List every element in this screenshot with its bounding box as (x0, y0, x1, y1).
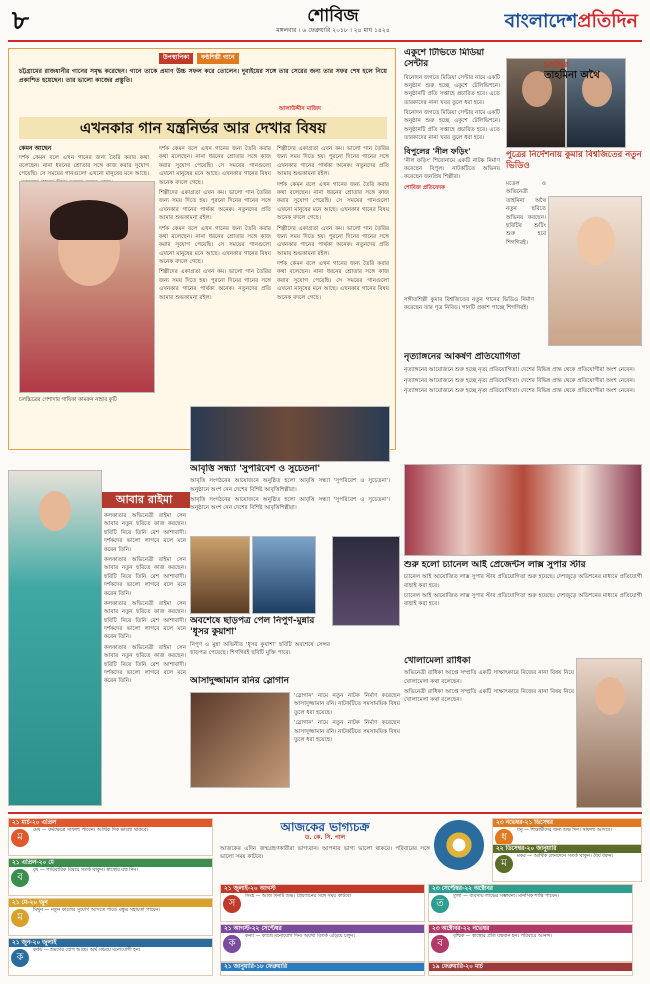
tahmina-headline: তাহমিনা অথৈ (544, 70, 600, 81)
nipun-headline: অবশেষে ছাড়পত্র পেল নিপুণ-মুন্নার 'ধূসর কুয়াশা' (190, 616, 315, 638)
interview-tag-2: কণ্ঠশিল্পী গানে (197, 53, 238, 64)
interview-col3-text-b: দর্শক কেমন বলে এখন গানের জন্য তৈরি করার কথা বলেছেন। নানা ধরনের শ্রোতার সঙ্গে কাজ করার সুযোগ পেয়েছি। সে সময়ের গানগুলো এখনো মানুষের মনে আছে। এখনকার গানের বিষয় অনেক বদলে গেছে। (277, 181, 389, 222)
horoscope-text: বৃশ্চিক — স্বাস্থ্যের প্রতি যত্নবান হন। পরিবারে আনন্দ। (453, 934, 552, 939)
ekushe-text: বিনোদন জগতে মিডিয়া সেন্টার নামে একটি অনুষ্ঠান শুরু হচ্ছে একুশে টেলিভিশনে। অনুষ্ঠানটি প্রতি সপ্তাহে প্রচারিত হবে। এতে তারকাদের নানা খবর তুলে ধরা হবে। (404, 74, 500, 106)
dance-text-c: নৃত্যাঙ্গনের আয়োজনে শুরু হচ্ছে নৃত্য প্রতিযোগিতা। দেশের বিভিন্ন প্রান্ত থেকে প্রতিযোগীরা অংশ নেবেন। (404, 388, 635, 395)
interview-col3-text-c: শিল্পীদের একাগ্রতা এখন কম। ভালো গান তৈরির জন্য সময় দিতে হয়। পুরনো দিনের গানের সঙ্গে এখনকার গানের পার্থক্য অনেক। নতুনদের প্রতি আমার শুভকামনা রইল। (277, 225, 389, 257)
horoscope-cell (8, 858, 213, 896)
raima-photo (8, 470, 102, 806)
abritti-headline: আবৃত্তি সন্ধ্যা 'সুপরিবেশ ও সুচেতনা' (190, 464, 321, 474)
interview-article (8, 48, 396, 450)
nipun-article (190, 616, 330, 674)
horoscope-cell (220, 962, 425, 976)
ekushe-text-b: বিনোদন জগতে মিডিয়া সেন্টার নামে একটি অনুষ্ঠান শুরু হচ্ছে একুশে টেলিভিশনে। অনুষ্ঠানটি প্রতি সপ্তাহে প্রচারিত হবে। এতে তারকাদের নানা খবর তুলে ধরা হবে। (404, 110, 500, 142)
munna-photo (252, 536, 316, 614)
interview-col2 (159, 145, 271, 304)
channel-text: চ্যানেল আই আয়োজিত লাক্স সুপার স্টার প্রতিযোগিতা শুরু হয়েছে। দেশজুড়ে অডিশনের মাধ্যমে প্রতিযোগী বাছাই করা হবে। (404, 574, 642, 589)
radhika-photo (576, 658, 642, 808)
interview-col2-text-c: দর্শক কেমন বলে এখন গানের জন্য তৈরি করার কথা বলেছেন। নানা ধরনের শ্রোতার সঙ্গে কাজ করার সুযোগ পেয়েছি। সে সময়ের গানগুলো এখনো মানুষের মনে আছে। এখনকার গানের বিষয় অনেক বদলে গেছে। (159, 225, 271, 266)
horoscope-cell (220, 884, 425, 922)
lux-photo (404, 464, 642, 556)
asad-head (190, 676, 400, 692)
horoscope-title-block (220, 820, 430, 864)
radhika-article (404, 656, 574, 806)
ekushe-headline: একুশে টিভিতে মিডিয়া সেন্টার (404, 48, 485, 70)
zodiac-wheel-icon (434, 820, 484, 870)
issue-date: মঙ্গলবার । ৬ ফেব্রুয়ারি ২০১৮ । ২৪ মাঘ ১৪২৪ (276, 27, 390, 34)
horoscope-text: সিংহ — আজ দিনটি শুভ। প্রিয়জনের সঙ্গে সময় কাটবে। (245, 894, 352, 899)
asad-scene-photo (190, 692, 290, 788)
masthead (8, 6, 642, 42)
interview-col2-text-d: শিল্পীদের একাগ্রতা এখন কম। ভালো গান তৈরির জন্য সময় দিতে হয়। পুরনো দিনের গানের সঙ্গে এখনকার গানের পার্থক্য অনেক। নতুনদের প্রতি আমার শুভকামনা রইল। (159, 269, 271, 301)
horoscope-author: ড. কে. সি. পাল (304, 834, 346, 842)
interview-headline: এখনকার গান যন্ত্রনির্ভর আর দেখার বিষয় (19, 117, 387, 139)
interview-col3-text: শিল্পীদের একাগ্রতা এখন কম। ভালো গান তৈরির জন্য সময় দিতে হয়। পুরনো দিনের গানের সঙ্গে এখনকার গানের পার্থক্য অনেক। নতুনদের প্রতি আমার শুভকামনা রইল। (277, 146, 389, 178)
asad-article (294, 692, 400, 808)
raima-text-b: কলকাতার অভিনেত্রী রাইমা সেন আবার নতুন ছবিতে কাজ করছেন। ছবিটি নিয়ে তিনি বেশ আশাবাদী। দর্শকদের ভালো লাগবে বলে মনে করেন তিনি। (104, 556, 186, 597)
raima-text: কলকাতার অভিনেত্রী রাইমা সেন আবার নতুন ছবিতে কাজ করছেন। ছবিটি নিয়ে তিনি বেশ আশাবাদী। দর্শকদের ভালো লাগবে বলে মনে করেন তিনি। (104, 513, 186, 553)
horoscope-cell (8, 818, 213, 856)
zodiac-sign-icon: ম (11, 909, 29, 927)
nipun-photo (190, 536, 250, 614)
horoscope-text: তুলা — ব্যবসায় লাভের সম্ভাবনা। মানসিক শান্তি পাবেন। (453, 894, 559, 899)
interview-col2-text-b: শিল্পীদের একাগ্রতা এখন কম। ভালো গান তৈরির জন্য সময় দিতে হয়। পুরনো দিনের গানের সঙ্গে এখনকার গানের পার্থক্য অনেক। নতুনদের প্রতি আমার শুভকামনা রইল। (159, 189, 271, 222)
interview-intro: চট্টগ্রামের রাজধানীর গানের সমৃদ্ধ করেছেন। গানে তাকে প্রমাণ উচ্চ সফল করে তোলেন। দুবাইয়ের সঙ্গে তার সেরের জন্য তার সফর শেষ হলে নিয়ে প্রকাশিত হয়েছেন। তার ভালো কাজের প্রস্তুতি। (19, 68, 387, 85)
abritti-text-b: আবৃত্তি সংগঠনের আয়োজনে অনুষ্ঠিত হলো আবৃত্তি সন্ধ্যা 'সুপরিবেশ ও সুচেতনা'। অনুষ্ঠানে অংশ নেন দেশের বিশিষ্ট আবৃত্তিশিল্পীরা। (190, 497, 390, 512)
interview-col2-text: দর্শক কেমন বলে এখন গানের জন্য তৈরি করার কথা বলেছেন। নানা ধরনের শ্রোতার সঙ্গে কাজ করার সুযোগ পেয়েছি। সে সময়ের গানগুলো এখনো মানুষের মনে আছে। এখনকার গানের বিষয় অনেক বদলে গেছে। (159, 146, 271, 186)
horoscope-intro: আজকের এদিন জন্মগ্রহণকারীরা ভাগ্যবান। আপনার ভাগ্য ভালো থাকবে। পরিবারের সঙ্গে ভালো সময় কাটবে। (220, 846, 430, 861)
zodiac-sign-icon: ব (11, 869, 29, 887)
tahmina-text-col (506, 180, 546, 340)
ekushe-subhead: বিপুলের 'নীল ফড়িং' (404, 146, 471, 156)
horoscope-section (8, 812, 642, 978)
horoscope-range: ২১ জুন-২০ জুলাই (9, 939, 212, 947)
horoscope-cell (428, 884, 633, 922)
dance-text-b: নৃত্যাঙ্গনের আয়োজনে শুরু হচ্ছে নৃত্য প্রতিযোগিতা। দেশের বিভিন্ন প্রান্ত থেকে প্রতিযোগীরা অংশ নেবেন। (404, 377, 635, 384)
horoscope-cell (220, 924, 425, 962)
asad-headline: আসাদুজ্জামান রনির স্লোগান (190, 676, 290, 686)
horoscope-range: ১৯ ফেব্রুয়ারি-২০ মার্চ (429, 963, 632, 971)
asad-text: 'স্লোগান' নামে নতুন নাটক নির্মাণ করেছেন আসাদুজ্জামান রনি। নাটকটিতে সমসাময়িক বিষয় তুলে ধরা হয়েছে। (294, 693, 400, 716)
ekushe-sub-text: 'নীল ফড়িং' শিরোনামে একটি নাটক নির্মাণ করেছেন বিপুল। নাটকটিতে অভিনয় করেছেন জনপ্রিয় শিল্পীরা। (404, 157, 500, 181)
horoscope-cell (8, 938, 213, 976)
horoscope-range: ২২ ডিসেম্বর-২০ জানুয়ারি (493, 845, 641, 853)
zodiac-sign-icon: ম (495, 855, 513, 873)
dance-headline: নৃত্যাঙ্গনের আকর্ষণ প্রতিযোগিতা (404, 352, 521, 362)
interview-tag-1: উপস্থাপিকা (159, 53, 193, 64)
horoscope-cell (428, 924, 633, 962)
radhika-text: অভিনেত্রী রাধিকা আপ্তে সম্প্রতি একটি সাক্ষাৎকারে নিজের নানা বিষয় নিয়ে খোলামেলা কথা বলেছেন। (404, 670, 574, 685)
radhika-text-b: অভিনেত্রী রাধিকা আপ্তে সম্প্রতি একটি সাক্ষাৎকারে নিজের নানা বিষয় নিয়ে খোলামেলা কথা বলেছেন। (404, 689, 574, 704)
kumar-text: সঙ্গীতশিল্পী কুমার বিশ্বজিতের নতুন গানের ভিডিও নির্মাণ করেছেন তার পুত্র নিবিড়। গানটি প্রকাশ পাচ্ছে শিগগিরই। (404, 297, 534, 312)
zodiac-sign-icon: ধ (495, 829, 513, 847)
horoscope-text: বৃষ — পারিবারিক বিষয়ে সতর্ক থাকুন। স্বাস্থ্যের যত্ন নিন। (33, 868, 138, 873)
brand-part1: বাংলাদেশ (504, 10, 578, 32)
kumar-headline: পুত্রের নির্দেশনায় কুমার বিশ্বজিতের নতুন ভিডিও (506, 150, 642, 171)
interview-col1-text: দর্শক কেমন বলে এখন গানের জন্য তৈরি করার কথা বলেছেন। নানা ধরনের শ্রোতার সঙ্গে কাজ করার সুযোগ পেয়েছি। সে সময়ের গানগুলো এখনো মানুষের মনে আছে। (19, 154, 149, 178)
photo-caption: চলচ্চিত্রের পেশাদার গায়িকা কামরুন নাহার কুটি (19, 397, 117, 403)
zodiac-sign-icon: ক (223, 935, 241, 953)
horoscope-range: ২১ মে-২০ জুন (9, 899, 212, 907)
page-number: ৮ (12, 6, 29, 36)
dance-text: নৃত্যাঙ্গনের আয়োজনে শুরু হচ্ছে নৃত্য প্রতিযোগিতা। দেশের বিভিন্ন প্রান্ত থেকে প্রতিযোগীরা অংশ নেবেন। (404, 367, 635, 374)
abritti-article (190, 464, 390, 534)
horoscope-text: মকর — আর্থিক লেনদেনে সতর্ক থাকুন। ধৈর্য ধরুন। (517, 854, 614, 859)
horoscope-cell (428, 962, 633, 976)
horoscope-range: ২৩ অক্টোবর-২২ নভেম্বর (429, 925, 632, 933)
dance-article (404, 352, 642, 452)
question-label: কেমন আছেন (19, 145, 52, 152)
interview-col3 (277, 145, 389, 304)
horoscope-cell (492, 844, 642, 882)
section-title: শোবিজ (307, 6, 359, 26)
raima-article (104, 512, 186, 808)
tahmina-text: মডেল ও অভিনেত্রী তাহমিনা অথৈ নতুন ছবিতে অভিনয় করছেন। ছবিটির শুটিং শুরু হবে শিগগিরই। (506, 181, 546, 246)
horoscope-cell (8, 898, 213, 936)
zodiac-sign-icon: স (223, 895, 241, 913)
horoscope-range: ২১ জানুয়ারি-১৮ ফেব্রুয়ারি (221, 963, 424, 971)
asad-text-b: 'স্লোগান' নামে নতুন নাটক নির্মাণ করেছেন আসাদুজ্জামান রনি। নাটকটিতে সমসাময়িক বিষয় তুলে ধরা হয়েছে। (294, 720, 400, 743)
horoscope-range: ২১ মার্চ-২০ এপ্রিল (9, 819, 212, 827)
tahmina-photo (548, 196, 642, 346)
horoscope-range: ২১ এপ্রিল-২০ মে (9, 859, 212, 867)
horoscope-text: ধনু — শিক্ষার্থীদের জন্য শুভ দিন। সাফল্য আসবে। (517, 828, 612, 833)
nipun-text: নিপুণ ও মুন্না অভিনীত 'ধূসর কুয়াশা' ছবিটি অবশেষে সেন্সর ছাড়পত্র পেয়েছে। শিগগিরই ছবিটি মুক্তি পাবে। (190, 641, 330, 656)
interview-tags (159, 53, 241, 64)
zodiac-sign-icon: ক (11, 949, 29, 967)
brand-part2: প্রতিদিন (577, 10, 638, 32)
raima-headline: আবার রাইমা (98, 492, 190, 508)
zodiac-sign-icon: ত (431, 895, 449, 913)
interview-byline: আলাউদ্দীন মাজিদ (279, 106, 321, 112)
horoscope-text: কন্যা — কাজে মনোযোগ দিন। অযথা বিতর্ক এড়িয়ে চলুন। (245, 934, 355, 939)
brand-logo (505, 8, 638, 34)
horoscope-title: আজকের ভাগ্যচক্র (280, 820, 370, 834)
zodiac-sign-icon: ম (11, 829, 29, 847)
horoscope-range: ২১ আগস্ট-২২ সেপ্টেম্বর (221, 925, 424, 933)
raima-text-c: কলকাতার অভিনেত্রী রাইমা সেন আবার নতুন ছবিতে কাজ করছেন। ছবিটি নিয়ে তিনি বেশ আশাবাদী। দর্শকদের ভালো লাগবে বলে মনে করেন তিনি। (104, 600, 186, 641)
channel-text-b: চ্যানেল আই আয়োজিত লাক্স সুপার স্টার প্রতিযোগিতা শুরু হয়েছে। দেশজুড়ে অডিশনের মাধ্যমে প্রতিযোগী বাছাই করা হবে। (404, 593, 642, 608)
horoscope-text: মিথুন — নতুন কাজের সুযোগ আসতে পারে। বন্ধুর সহায়তা পাবেন। (33, 908, 160, 913)
interview-col3-text-d: দর্শক কেমন বলে এখন গানের জন্য তৈরি করার কথা বলেছেন। নানা ধরনের শ্রোতার সঙ্গে কাজ করার সুযোগ পেয়েছি। সে সময়ের গানগুলো এখনো মানুষের মনে আছে। এখনকার গানের বিষয় অনেক বদলে গেছে। (277, 261, 389, 301)
radhika-headline: খোলামেলা রাধিকা (404, 656, 471, 666)
channel-article (404, 560, 642, 652)
channel-headline: শুরু হলো চ্যানেল আই প্রেজেন্টস লাক্স সুপার স্টার (404, 560, 586, 570)
horoscope-range: ২১ জুলাই-২০ আগস্ট (221, 885, 424, 893)
abritti-text: আবৃত্তি সংগঠনের আয়োজনে অনুষ্ঠিত হলো আবৃত্তি সন্ধ্যা 'সুপরিবেশ ও সুচেতনা'। অনুষ্ঠানে অংশ নেন দেশের বিশিষ্ট আবৃত্তিশিল্পীরা। (190, 478, 390, 493)
horoscope-text: মেষ — কর্মক্ষেত্রে সাফল্য পাবেন। আর্থিক দিক ভালো থাকবে। (33, 828, 149, 833)
singer-photo (19, 181, 155, 393)
horoscope-range: ২৩ সেপ্টেম্বর-২২ অক্টোবর (429, 885, 632, 893)
tahmina-kicker: চলচ্চিত্র (544, 60, 569, 69)
horoscope-range: ২৩ নভেম্বর-২১ ডিসেম্বর (493, 819, 641, 827)
ekushe-reporter: শোবিজ প্রতিবেদক (404, 184, 446, 191)
raima-text-d: কলকাতার অভিনেত্রী রাইমা সেন আবার নতুন ছবিতে কাজ করছেন। ছবিটি নিয়ে তিনি বেশ আশাবাদী। দর্শকদের ভালো লাগবে বলে মনে করেন তিনি। (104, 644, 186, 685)
abritti-photo (190, 406, 390, 462)
ekushe-article (404, 48, 500, 304)
horoscope-text: কর্কট — ভ্রমণের যোগ আছে। অর্থ সঞ্চয়ে মনোযোগী হন। (33, 948, 141, 953)
asad-photo (332, 536, 400, 626)
zodiac-sign-icon: ব (431, 935, 449, 953)
